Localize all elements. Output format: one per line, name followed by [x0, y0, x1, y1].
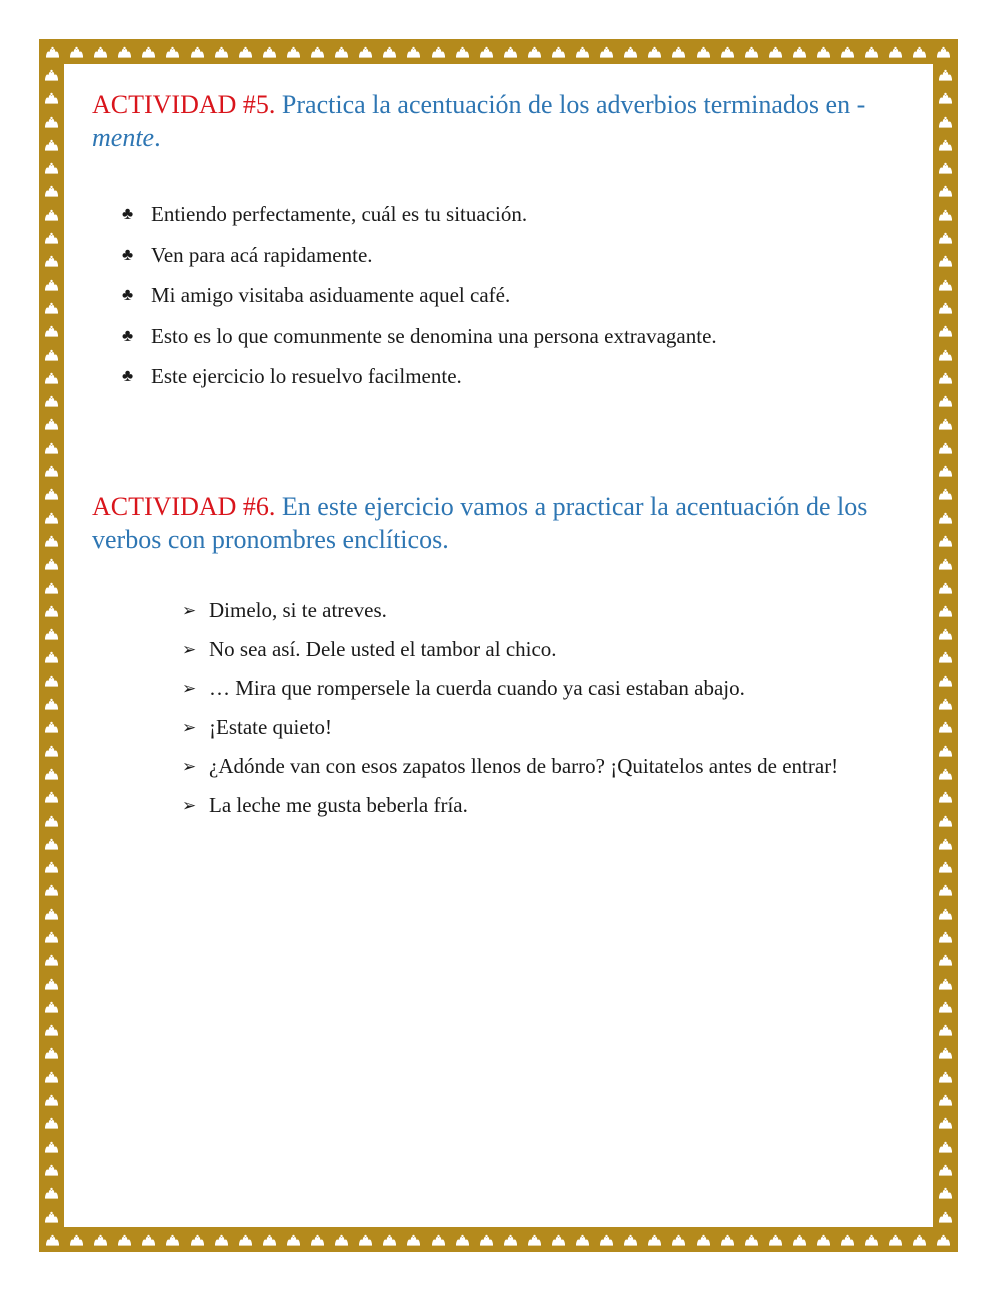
border-ornament-icon [44, 138, 59, 151]
border-ornament-icon [768, 1233, 783, 1246]
border-ornament-icon [647, 45, 662, 58]
border-ornament-icon [44, 907, 59, 920]
list-item [122, 275, 717, 316]
border-ornament-icon [44, 208, 59, 221]
border-ornament-icon [44, 487, 59, 500]
border-ornament-icon [938, 1186, 953, 1199]
border-ornament-icon [938, 324, 953, 337]
border-ornament-icon [938, 674, 953, 687]
border-ornament-icon [623, 45, 638, 58]
border-ornament-icon [69, 45, 84, 58]
border-ornament-icon [938, 814, 953, 827]
sentence: La leche me gusta beberla fría. [209, 793, 468, 817]
list-item [122, 235, 717, 276]
border-ornament-icon [44, 1046, 59, 1059]
list-item [182, 669, 902, 708]
border-ornament-icon [938, 837, 953, 850]
border-ornament-icon [527, 45, 542, 58]
border-ornament-icon [310, 1233, 325, 1246]
border-ornament-icon [938, 371, 953, 384]
border-ornament-icon [44, 278, 59, 291]
border-ornament-icon [938, 161, 953, 174]
border-ornament-icon [768, 45, 783, 58]
border-ornament-icon [455, 1233, 470, 1246]
border-ornament-icon [503, 1233, 518, 1246]
border-ornament-icon [744, 1233, 759, 1246]
club-bullet-icon: ♣ [122, 285, 134, 304]
border-ornament-icon [44, 883, 59, 896]
border-ornament-icon [382, 1233, 397, 1246]
arrow-bullet-icon: ➢ [182, 640, 197, 659]
border-ornament-icon [938, 1023, 953, 1036]
border-ornament-icon [262, 45, 277, 58]
list-item [182, 747, 902, 786]
border-ornament-icon [575, 45, 590, 58]
border-ornament-icon [44, 697, 59, 710]
border-ornament-icon [406, 45, 421, 58]
border-ornament-icon [45, 1233, 60, 1246]
border-ornament-icon [44, 604, 59, 617]
border-ornament-icon [696, 1233, 711, 1246]
border-ornament-icon [382, 45, 397, 58]
border-ornament-icon [816, 1233, 831, 1246]
border-ornament-icon [44, 790, 59, 803]
border-ornament-icon [214, 45, 229, 58]
border-ornament-icon [141, 45, 156, 58]
border-ornament-icon [44, 464, 59, 477]
border-ornament-icon [938, 301, 953, 314]
border-ornament-icon [262, 1233, 277, 1246]
border-ornament-icon [44, 1186, 59, 1199]
border-ornament-icon [44, 1023, 59, 1036]
list-item [122, 356, 717, 397]
border-ornament-icon [44, 441, 59, 454]
border-ornament-icon [938, 231, 953, 244]
border-ornament-icon [575, 1233, 590, 1246]
border-ornament-icon [334, 45, 349, 58]
border-ornament-icon [44, 534, 59, 547]
arrow-bullet-icon: ➢ [182, 796, 197, 815]
border-ornament-icon [938, 1046, 953, 1059]
border-ornament-icon [45, 45, 60, 58]
border-ornament-icon [864, 45, 879, 58]
border-ornament-icon [44, 1210, 59, 1223]
activity-5-instruction: Practica la acentuación de los adverbios terminados en [281, 90, 857, 119]
border-ornament-icon [938, 883, 953, 896]
border-ornament-icon [93, 45, 108, 58]
list-item [182, 708, 902, 747]
border-ornament-icon [44, 581, 59, 594]
border-ornament-icon [938, 91, 953, 104]
list-item [182, 630, 902, 669]
border-ornament-icon [938, 581, 953, 594]
club-bullet-icon: ♣ [122, 325, 134, 345]
sentence: Ven para acá rapidamente. [151, 242, 373, 267]
border-ornament-icon [214, 1233, 229, 1246]
border-ornament-icon [938, 1140, 953, 1153]
border-ornament-icon [44, 977, 59, 990]
border-ornament-icon [912, 1233, 927, 1246]
border-ornament-icon [938, 278, 953, 291]
border-ornament-icon [938, 487, 953, 500]
border-ornament-icon [406, 1233, 421, 1246]
border-ornament-icon [44, 371, 59, 384]
arrow-bullet-icon: ➢ [182, 757, 197, 776]
border-ornament-icon [551, 1233, 566, 1246]
border-ornaments-top [39, 39, 958, 64]
list-item [182, 591, 902, 630]
border-ornament-icon [44, 115, 59, 128]
border-ornament-icon [44, 161, 59, 174]
activity-5-list [122, 194, 717, 397]
border-ornament-icon [938, 720, 953, 733]
border-ornament-icon [310, 45, 325, 58]
club-bullet-icon: ♣ [122, 366, 134, 385]
border-ornament-icon [44, 720, 59, 733]
border-ornament-icon [44, 1070, 59, 1083]
border-ornament-icon [44, 184, 59, 197]
border-ornament-icon [720, 1233, 735, 1246]
border-ornament-icon [44, 814, 59, 827]
border-ornament-icon [938, 115, 953, 128]
border-ornament-icon [44, 1116, 59, 1129]
border-ornaments-left [39, 64, 64, 1227]
border-ornaments-right [933, 64, 958, 1227]
activity-5-label: ACTIVIDAD #5. [92, 90, 276, 119]
border-ornament-icon [190, 1233, 205, 1246]
border-ornament-icon [479, 1233, 494, 1246]
border-ornament-icon [44, 231, 59, 244]
list-item [122, 316, 717, 357]
border-ornament-icon [938, 977, 953, 990]
border-ornament-icon [238, 45, 253, 58]
activity-5-suffix: -mente [92, 90, 866, 152]
border-ornament-icon [938, 557, 953, 570]
border-ornament-icon [479, 45, 494, 58]
activity-6-heading [92, 490, 902, 556]
border-ornament-icon [190, 45, 205, 58]
border-ornament-icon [938, 604, 953, 617]
border-ornament-icon [455, 45, 470, 58]
border-ornament-icon [44, 394, 59, 407]
border-ornament-icon [938, 394, 953, 407]
border-ornament-icon [44, 1000, 59, 1013]
border-ornament-icon [44, 511, 59, 524]
border-ornament-icon [44, 1093, 59, 1106]
border-ornament-icon [720, 45, 735, 58]
border-ornament-icon [165, 1233, 180, 1246]
activity-5-heading [92, 88, 902, 154]
border-ornament-icon [938, 68, 953, 81]
border-ornament-icon [792, 1233, 807, 1246]
border-ornament-icon [938, 1116, 953, 1129]
arrow-bullet-icon: ➢ [182, 718, 197, 737]
border-ornament-icon [936, 45, 951, 58]
border-ornament-icon [938, 441, 953, 454]
sentence: No sea así. Dele usted el tambor al chico. [209, 637, 557, 661]
border-ornament-icon [647, 1233, 662, 1246]
border-ornament-icon [431, 45, 446, 58]
border-ornament-icon [938, 138, 953, 151]
activity-6-list [182, 591, 902, 825]
border-ornament-icon [503, 45, 518, 58]
club-bullet-icon: ♣ [122, 244, 134, 264]
border-ornament-icon [44, 860, 59, 873]
border-ornament-icon [44, 930, 59, 943]
border-ornament-icon [238, 1233, 253, 1246]
border-ornament-icon [551, 45, 566, 58]
border-ornament-icon [938, 1163, 953, 1176]
border-ornament-icon [840, 45, 855, 58]
border-ornament-icon [44, 1163, 59, 1176]
border-ornament-icon [938, 1000, 953, 1013]
sentence: Este ejercicio lo resuelvo facilmente. [151, 364, 462, 388]
border-ornament-icon [431, 1233, 446, 1246]
worksheet-content [92, 88, 902, 817]
border-ornament-icon [792, 45, 807, 58]
border-ornament-icon [623, 1233, 638, 1246]
border-ornament-icon [44, 627, 59, 640]
border-ornament-icon [286, 45, 301, 58]
border-ornament-icon [864, 1233, 879, 1246]
border-ornament-icon [44, 417, 59, 430]
border-ornaments-bottom [39, 1227, 958, 1252]
border-ornament-icon [938, 1210, 953, 1223]
list-item [122, 194, 717, 235]
sentence: Esto es lo que comunmente se denomina una persona extravagante. [151, 323, 717, 348]
border-ornament-icon [117, 1233, 132, 1246]
border-ornament-icon [44, 557, 59, 570]
border-ornament-icon [816, 45, 831, 58]
border-ornament-icon [44, 68, 59, 81]
sentence: Mi amigo visitaba asiduamente aquel café. [151, 283, 511, 307]
border-ornament-icon [358, 1233, 373, 1246]
border-ornament-icon [744, 45, 759, 58]
border-ornament-icon [938, 208, 953, 221]
border-ornament-icon [44, 767, 59, 780]
border-ornament-icon [938, 1093, 953, 1106]
border-ornament-icon [286, 1233, 301, 1246]
sentence: … Mira que rompersele la cuerda cuando ya casi estaban abajo. [209, 676, 745, 700]
border-ornament-icon [141, 1233, 156, 1246]
border-ornament-icon [840, 1233, 855, 1246]
border-ornament-icon [938, 417, 953, 430]
arrow-bullet-icon: ➢ [182, 601, 197, 620]
border-ornament-icon [938, 744, 953, 757]
border-ornament-icon [938, 930, 953, 943]
border-ornament-icon [936, 1233, 951, 1246]
border-ornament-icon [44, 91, 59, 104]
border-ornament-icon [44, 837, 59, 850]
border-ornament-icon [44, 674, 59, 687]
border-ornament-icon [938, 511, 953, 524]
border-ornament-icon [165, 45, 180, 58]
border-ornament-icon [334, 1233, 349, 1246]
border-ornament-icon [938, 697, 953, 710]
border-ornament-icon [358, 45, 373, 58]
border-ornament-icon [938, 254, 953, 267]
border-ornament-icon [938, 953, 953, 966]
border-ornament-icon [938, 907, 953, 920]
border-ornament-icon [527, 1233, 542, 1246]
border-ornament-icon [888, 45, 903, 58]
club-bullet-icon: ♣ [122, 204, 134, 223]
border-ornament-icon [44, 1140, 59, 1153]
border-ornament-icon [912, 45, 927, 58]
border-ornament-icon [44, 324, 59, 337]
border-ornament-icon [93, 1233, 108, 1246]
border-ornament-icon [938, 464, 953, 477]
sentence: ¿Adónde van con esos zapatos llenos de barro? ¡Quitatelos antes de entrar! [209, 754, 839, 778]
border-ornament-icon [671, 45, 686, 58]
list-item [182, 786, 902, 825]
activity-5-period: . [154, 123, 161, 152]
border-ornament-icon [117, 45, 132, 58]
border-ornament-icon [44, 744, 59, 757]
arrow-bullet-icon: ➢ [182, 679, 197, 698]
border-ornament-icon [938, 1070, 953, 1083]
border-ornament-icon [44, 254, 59, 267]
border-ornament-icon [888, 1233, 903, 1246]
border-ornament-icon [671, 1233, 686, 1246]
border-ornament-icon [938, 860, 953, 873]
border-ornament-icon [938, 534, 953, 547]
border-ornament-icon [938, 650, 953, 663]
border-ornament-icon [44, 301, 59, 314]
border-ornament-icon [938, 790, 953, 803]
border-ornament-icon [69, 1233, 84, 1246]
border-ornament-icon [938, 767, 953, 780]
border-ornament-icon [938, 627, 953, 640]
activity-6-label: ACTIVIDAD #6. [92, 492, 276, 521]
border-ornament-icon [696, 45, 711, 58]
activity-6-instruction: En este ejercicio vamos a practicar la acentuación de los verbos con pronombres enclíticos. [92, 492, 868, 554]
sentence: Dimelo, si te atreves. [209, 598, 387, 622]
sentence: Entiendo perfectamente, cuál es tu situación. [151, 202, 528, 226]
border-ornament-icon [938, 348, 953, 361]
border-ornament-icon [44, 348, 59, 361]
border-ornament-icon [599, 45, 614, 58]
sentence: ¡Estate quieto! [209, 715, 333, 739]
border-ornament-icon [44, 650, 59, 663]
border-ornament-icon [938, 184, 953, 197]
border-ornament-icon [44, 953, 59, 966]
border-ornament-icon [599, 1233, 614, 1246]
